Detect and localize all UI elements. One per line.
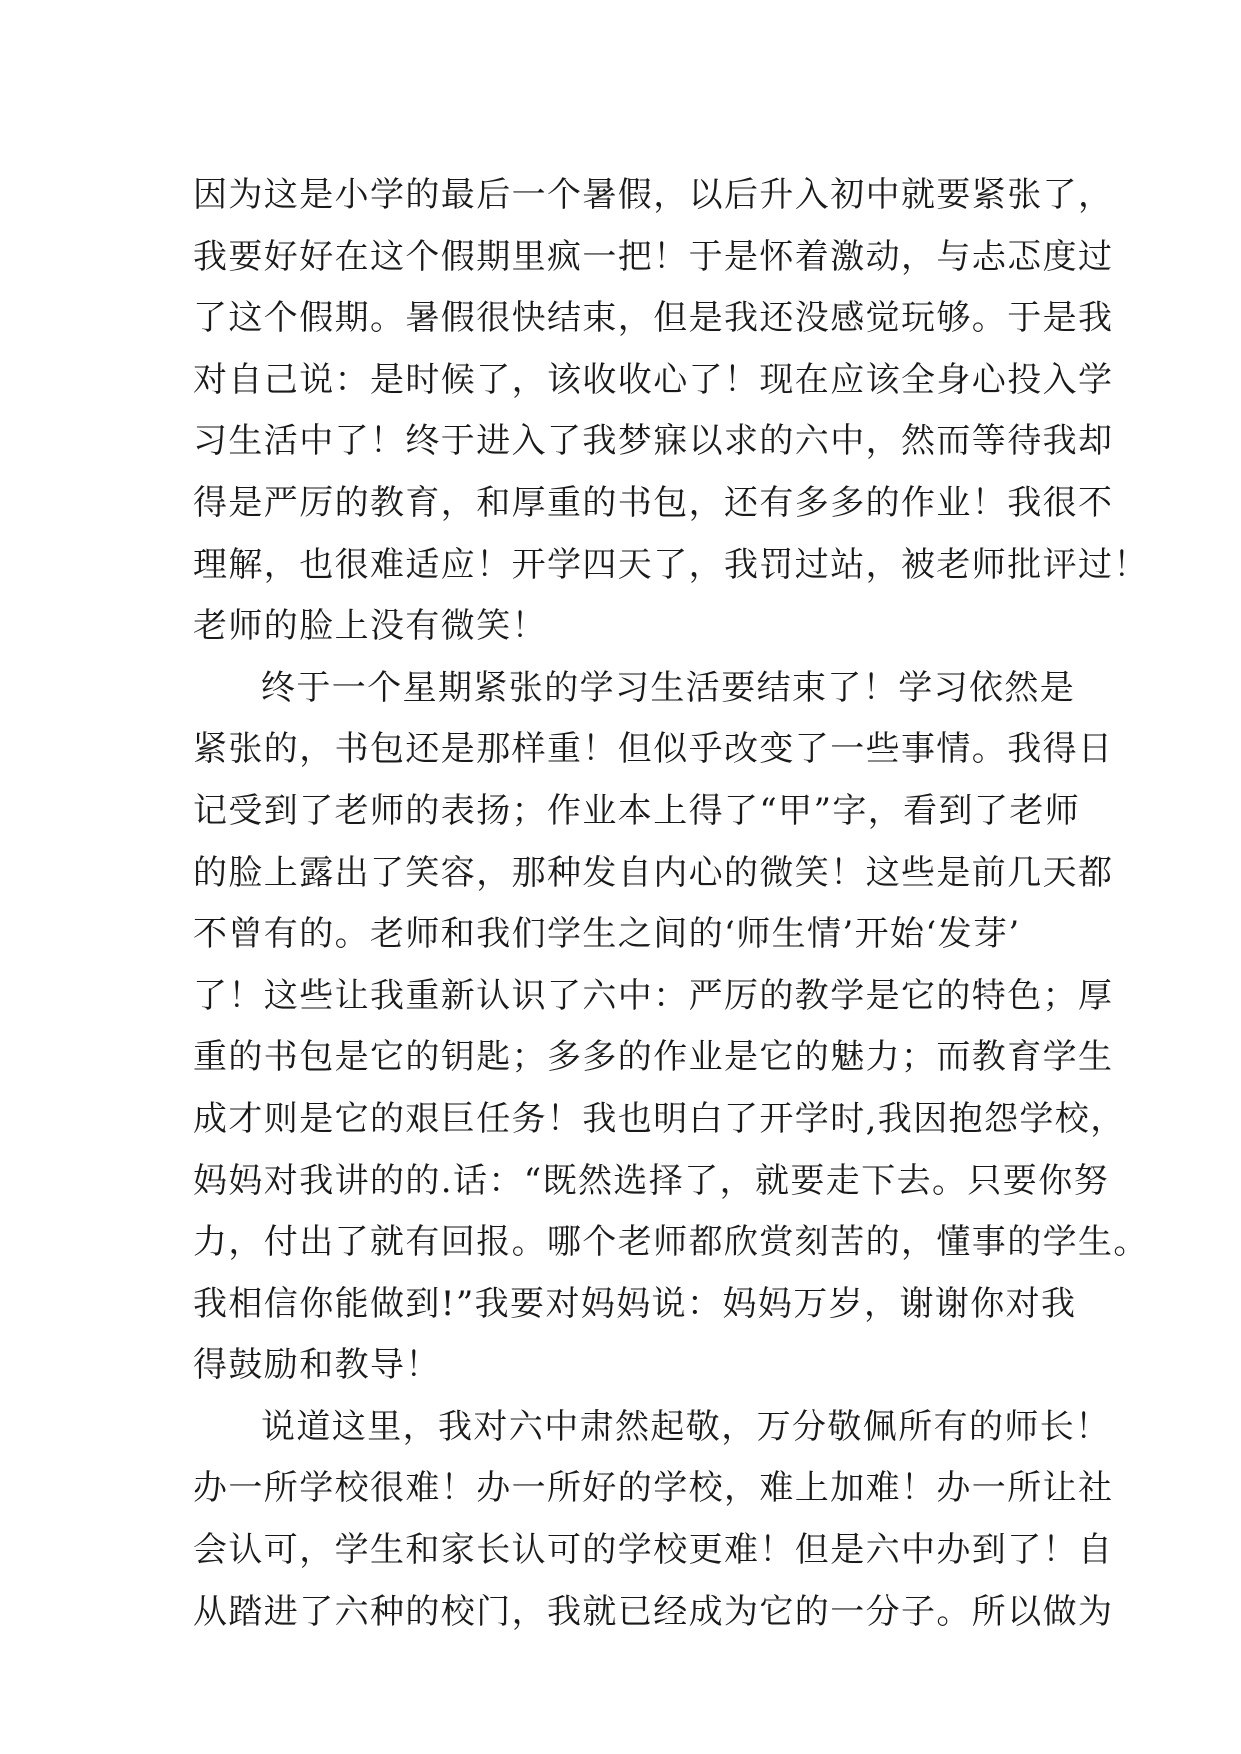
text-line: 不曾有的。老师和我们学生之间的‘师生情’开始‘发芽’	[193, 914, 1021, 955]
text-line: 办一所学校很难！办一所好的学校，难上加难！办一所让社	[193, 1468, 1114, 1509]
text-line: 了！这些让我重新认识了六中：严厉的教学是它的特色；厚	[193, 975, 1114, 1016]
text-line: 力，付出了就有回报。哪个老师都欣赏刻苦的，懂事的学生。	[193, 1222, 1149, 1263]
text-line: 得是严厉的教育，和厚重的书包，还有多多的作业！我很不	[193, 482, 1114, 523]
text-line: 说道这里，我对六中肃然起敬，万分敬佩所有的师长！	[261, 1406, 1111, 1447]
text-line: 紧张的，书包还是那样重！但似乎改变了一些事情。我得日	[193, 729, 1114, 770]
text-line: 我相信你能做到!”我要对妈妈说：妈妈万岁，谢谢你对我	[193, 1283, 1077, 1324]
paragraph-1	[193, 165, 1149, 658]
text-line: 重的书包是它的钥匙；多多的作业是它的魅力；而教育学生	[193, 1037, 1114, 1078]
text-line: 记受到了老师的表扬；作业本上得了“甲”字，看到了老师	[193, 790, 1081, 831]
text-line: 习生活中了！终于进入了我梦寐以求的六中，然而等待我却	[193, 421, 1114, 462]
document-body	[193, 165, 1149, 1643]
text-line: 从踏进了六种的校门，我就已经成为它的一分子。所以做为	[193, 1591, 1114, 1632]
text-line: 老师的脸上没有微笑！	[193, 606, 547, 647]
text-line: 理解，也很难适应！开学四天了，我罚过站，被老师批评过！	[193, 544, 1149, 585]
text-line: 的脸上露出了笑容，那种发自内心的微笑！这些是前几天都	[193, 852, 1114, 893]
text-line: 妈妈对我讲的的.话：“既然选择了，就要走下去。只要你努	[193, 1160, 1109, 1201]
text-line: 成才则是它的艰巨任务！我也明白了开学时,我因抱怨学校，	[193, 1098, 1126, 1139]
text-line: 我要好好在这个假期里疯一把！于是怀着激动，与忐忑度过	[193, 236, 1114, 277]
text-line: 因为这是小学的最后一个暑假，以后升入初中就要紧张了，	[193, 175, 1114, 215]
paragraph-2	[193, 658, 1149, 1397]
text-line: 对自己说：是时候了，该收收心了！现在应该全身心投入学	[193, 359, 1114, 400]
paragraph-3	[193, 1397, 1114, 1643]
text-line: 会认可，学生和家长认可的学校更难！但是六中办到了！自	[193, 1530, 1114, 1571]
text-line: 终于一个星期紧张的学习生活要结束了！学习依然是	[261, 667, 1076, 708]
text-line: 得鼓励和教导！	[193, 1345, 441, 1386]
text-line: 了这个假期。暑假很快结束，但是我还没感觉玩够。于是我	[193, 298, 1114, 339]
